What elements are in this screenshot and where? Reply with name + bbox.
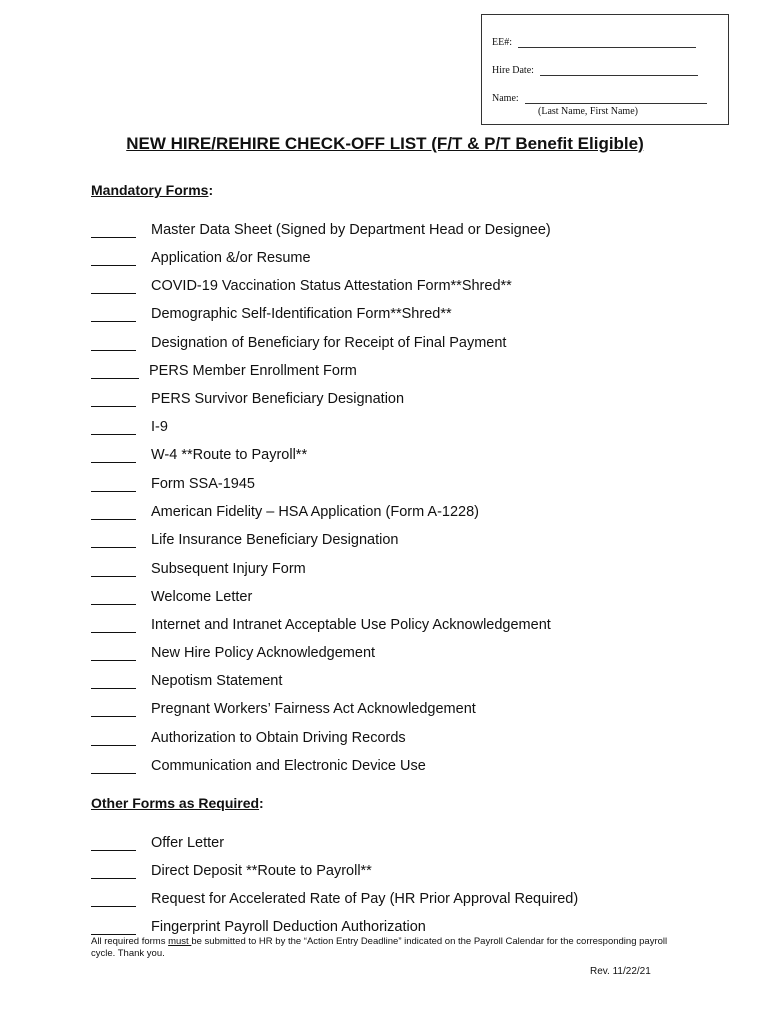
check-blank[interactable] [91, 646, 136, 661]
check-blank[interactable] [91, 562, 136, 577]
check-blank[interactable] [91, 674, 136, 689]
check-blank[interactable] [91, 702, 136, 717]
checklist-item[interactable] [91, 302, 452, 322]
checklist-item-label: I-9 [151, 419, 168, 435]
submission-note-end: be submitted to HR by the “Action Entry Deadline” indicated on the Payroll Calendar for the corresponding payroll cycle. Thank you. [91, 936, 668, 959]
name-label: Name: [492, 93, 519, 104]
checklist-item[interactable] [91, 585, 253, 605]
checklist-item[interactable] [91, 387, 405, 407]
checklist-item-label: Life Insurance Beneficiary Designation [151, 532, 399, 548]
checklist-item[interactable] [91, 859, 372, 879]
check-blank[interactable] [91, 392, 136, 407]
hire-date-label: Hire Date: [492, 65, 534, 76]
check-blank[interactable] [91, 336, 136, 351]
other-forms-heading [91, 795, 264, 811]
checklist-item-label: Offer Letter [151, 835, 225, 851]
checklist-item[interactable] [91, 528, 399, 548]
other-forms-heading-text: Other Forms as Required [91, 795, 260, 811]
ee-number-label: EE#: [492, 37, 512, 48]
submission-note-start: All required forms [91, 936, 169, 947]
checklist-item[interactable] [91, 754, 426, 774]
checklist-item[interactable] [91, 274, 512, 294]
check-blank[interactable] [91, 864, 136, 879]
checklist-item-label: Request for Accelerated Rate of Pay (HR Prior Approval Required) [151, 891, 579, 907]
checklist-item-label: Direct Deposit **Route to Payroll** [151, 863, 372, 879]
checklist-item-label: Pregnant Workers’ Fairness Act Acknowledgement [151, 701, 476, 717]
checklist-item-label: American Fidelity – HSA Application (Form A-1228) [151, 504, 479, 520]
checklist-item[interactable] [91, 887, 579, 907]
checklist-item-label: PERS Member Enrollment Form [149, 363, 357, 379]
checklist-item[interactable] [91, 218, 551, 238]
mandatory-forms-heading-colon: : [208, 182, 214, 198]
checklist-item[interactable] [91, 472, 255, 492]
name-format-hint: (Last Name, First Name) [538, 106, 638, 117]
checklist-item-label: Designation of Beneficiary for Receipt of Final Payment [151, 335, 507, 351]
mandatory-forms-heading [91, 182, 213, 198]
checklist-item[interactable] [91, 500, 479, 520]
checklist-item[interactable] [91, 557, 306, 577]
hire-date-field[interactable] [540, 65, 698, 76]
checklist-item-label: Form SSA-1945 [151, 476, 255, 492]
checklist-item[interactable] [91, 831, 225, 851]
ee-number-field[interactable] [518, 37, 696, 48]
checklist-item[interactable] [91, 641, 376, 661]
revision-date: Rev. 11/22/21 [590, 966, 651, 977]
employee-info-box [481, 14, 729, 125]
check-blank[interactable] [91, 251, 136, 266]
checklist-item[interactable] [91, 246, 311, 266]
checklist-item-label: Communication and Electronic Device Use [151, 758, 426, 774]
checklist-item-label: New Hire Policy Acknowledgement [151, 645, 376, 661]
checklist-item-label: PERS Survivor Beneficiary Designation [151, 391, 405, 407]
page-title: NEW HIRE/REHIRE CHECK-OFF LIST (F/T & P/T Benefit Eligible) [126, 134, 644, 153]
checklist-item-label: Fingerprint Payroll Deduction Authorization [151, 919, 426, 935]
check-blank[interactable] [91, 505, 136, 520]
check-blank[interactable] [91, 731, 136, 746]
check-blank[interactable] [91, 618, 136, 633]
check-blank[interactable] [91, 223, 136, 238]
checklist-item[interactable] [91, 726, 406, 746]
check-blank[interactable] [91, 533, 136, 548]
hire-date-row [492, 65, 698, 76]
other-forms-heading-colon: : [259, 795, 264, 811]
check-blank[interactable] [91, 892, 136, 907]
check-blank[interactable] [91, 448, 136, 463]
checklist-item[interactable] [91, 359, 357, 379]
checklist-item[interactable] [91, 613, 551, 633]
checklist-item[interactable] [91, 415, 168, 435]
checklist-item-label: COVID-19 Vaccination Status Attestation Form**Shred** [151, 278, 512, 294]
checklist-item[interactable] [91, 669, 283, 689]
checklist-item[interactable] [91, 331, 507, 351]
name-row [492, 93, 707, 104]
submission-note [91, 936, 691, 960]
check-blank[interactable] [91, 836, 136, 851]
checklist-item-label: Application &/or Resume [151, 250, 311, 266]
checklist-item-label: Welcome Letter [151, 589, 253, 605]
checklist-item[interactable] [91, 443, 308, 463]
check-blank[interactable] [91, 477, 136, 492]
checklist-item-label: Authorization to Obtain Driving Records [151, 730, 406, 746]
checklist-item-label: Internet and Intranet Acceptable Use Policy Acknowledgement [151, 617, 551, 633]
submission-note-emphasis: must [168, 936, 192, 947]
check-blank[interactable] [91, 920, 136, 935]
checklist-item-label: Demographic Self-Identification Form**Shred** [151, 306, 452, 322]
checklist-item[interactable] [91, 915, 426, 935]
check-blank[interactable] [91, 307, 136, 322]
check-blank[interactable] [91, 420, 136, 435]
check-blank[interactable] [91, 590, 136, 605]
check-blank[interactable] [91, 759, 136, 774]
mandatory-forms-heading-text: Mandatory Forms [91, 182, 209, 198]
check-blank[interactable] [91, 364, 139, 379]
ee-number-row [492, 37, 696, 48]
checklist-item[interactable] [91, 697, 476, 717]
checklist-item-label: Subsequent Injury Form [151, 561, 306, 577]
name-field[interactable] [525, 93, 707, 104]
checklist-item-label: W-4 **Route to Payroll** [151, 447, 308, 463]
check-blank[interactable] [91, 279, 136, 294]
checklist-item-label: Nepotism Statement [151, 673, 283, 689]
checklist-item-label: Master Data Sheet (Signed by Department Head or Designee) [151, 222, 551, 238]
